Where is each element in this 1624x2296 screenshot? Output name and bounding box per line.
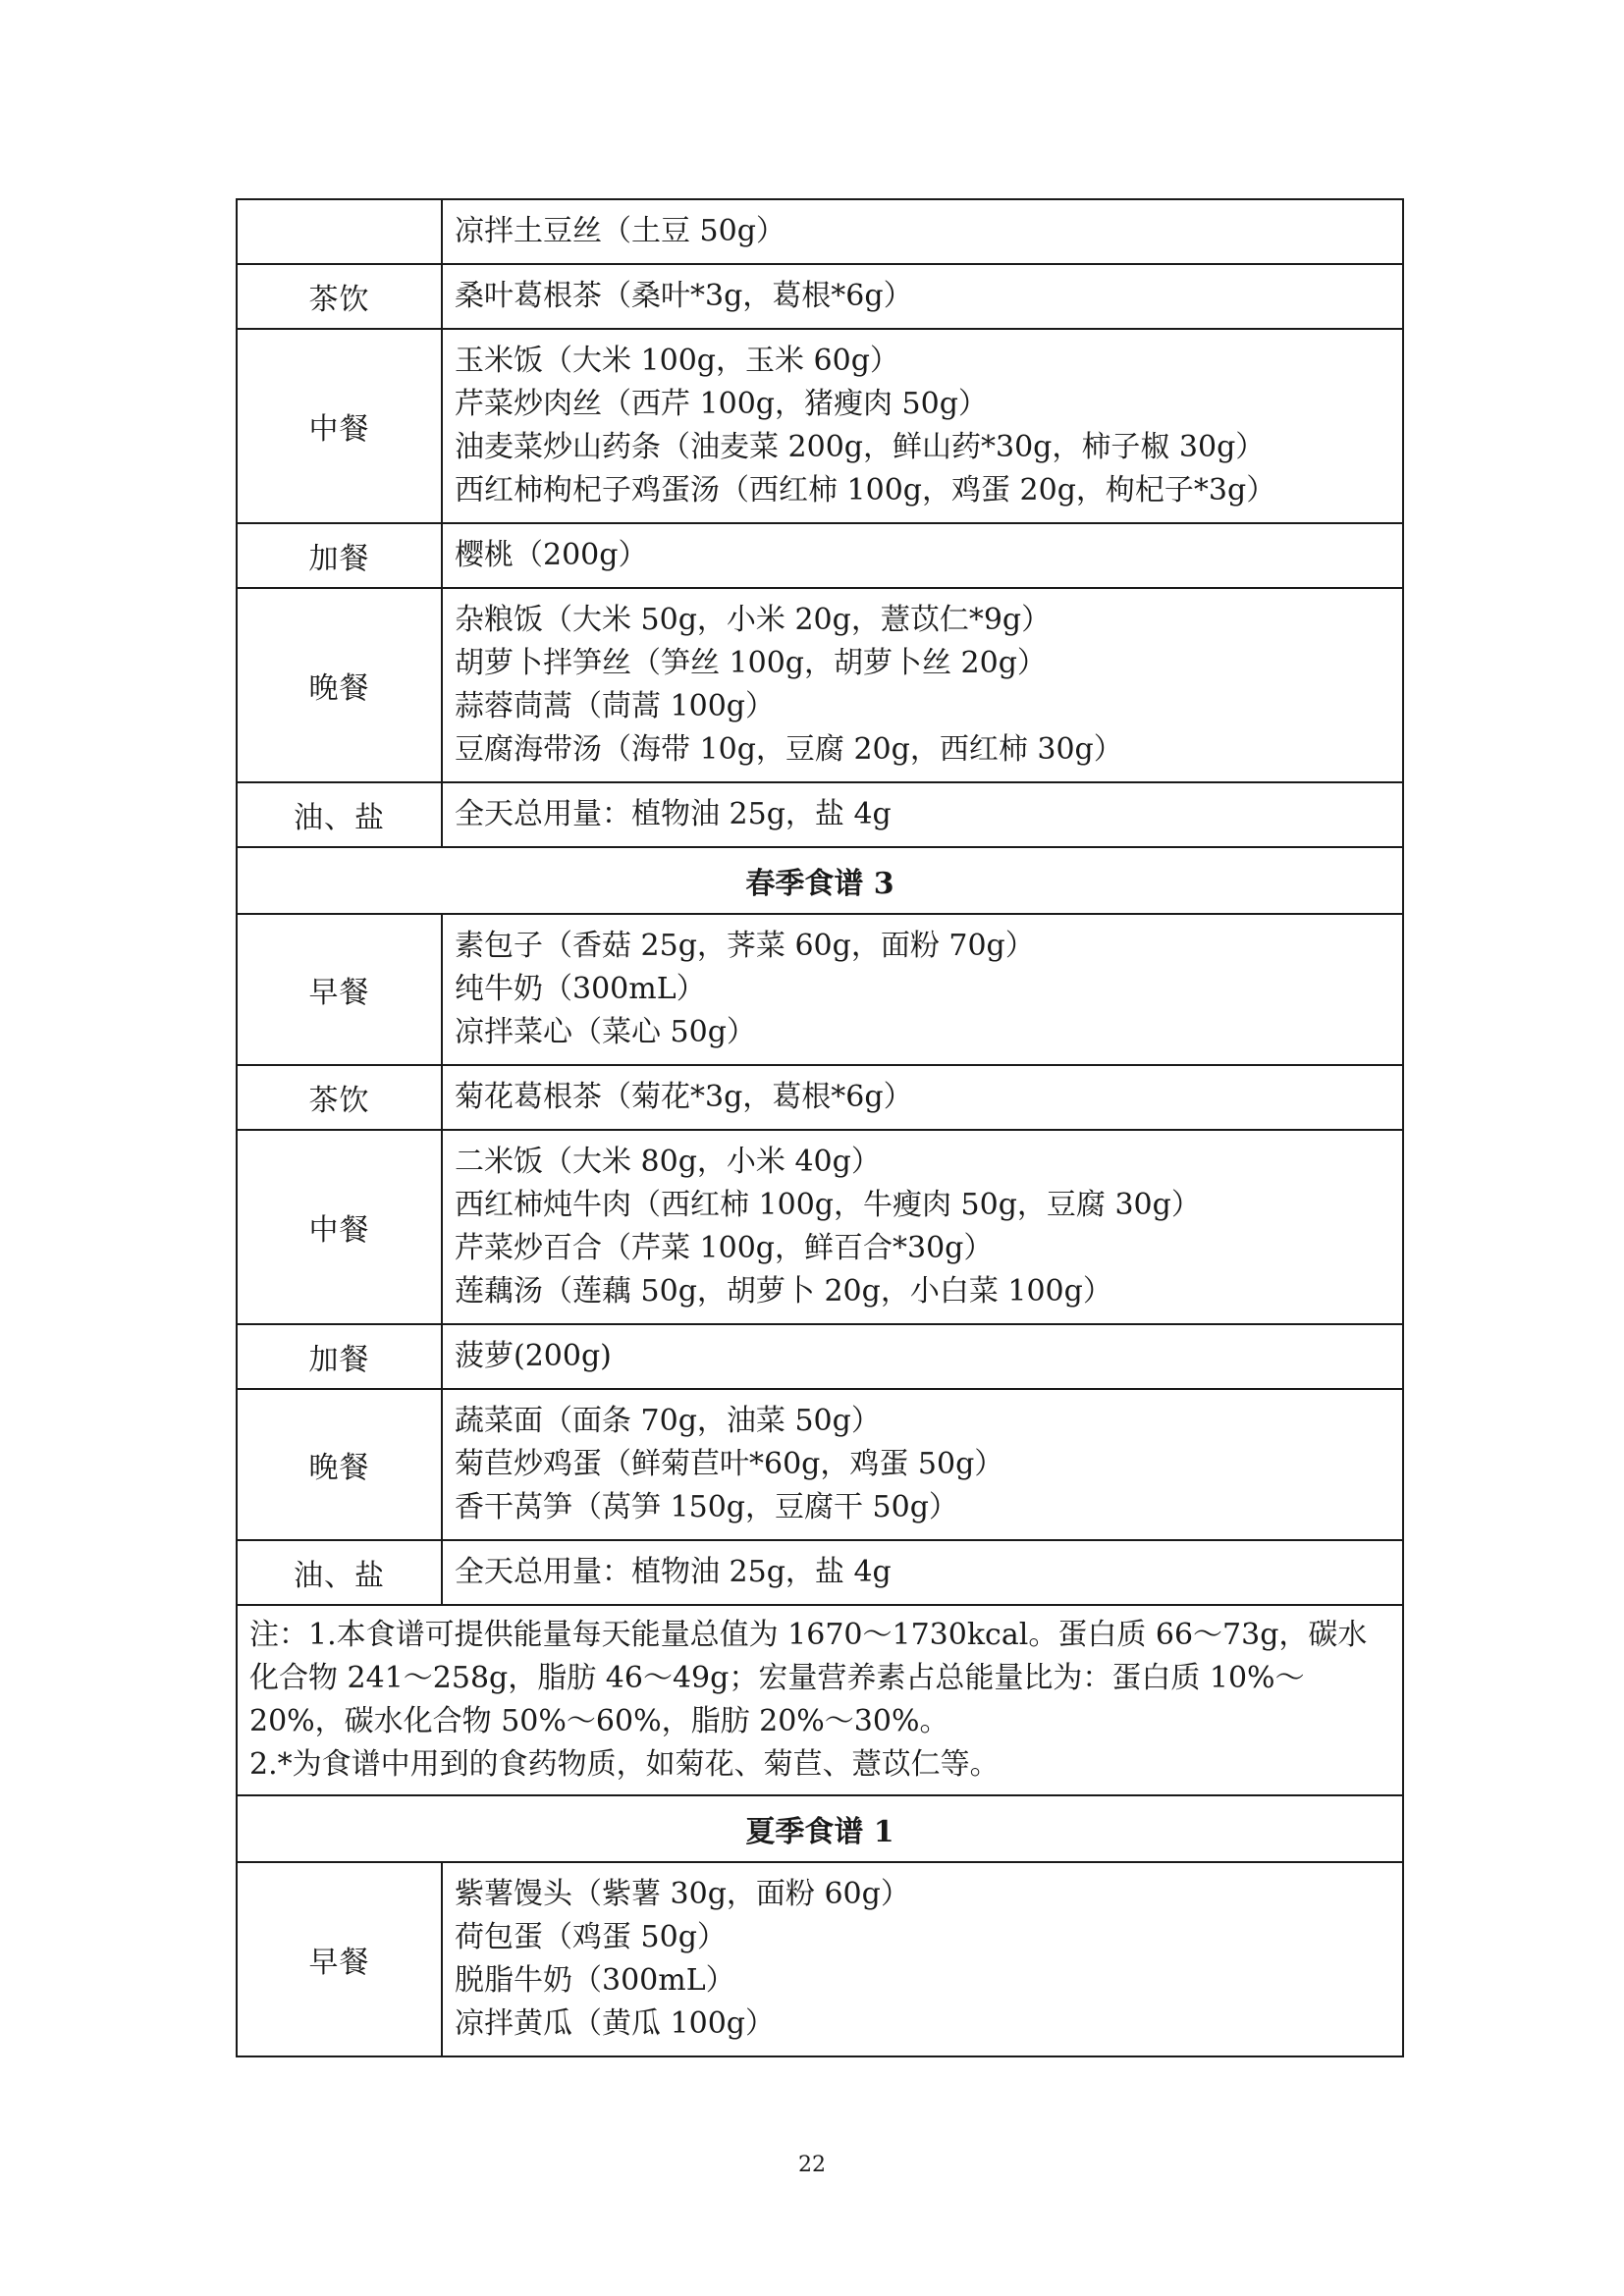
- menu-item: 纯牛奶（300mL）: [455, 972, 706, 1006]
- meal-items: [442, 588, 1403, 782]
- meal-label: 加餐: [237, 523, 442, 588]
- meal-label: 茶饮: [237, 1065, 442, 1130]
- meal-label: 早餐: [237, 914, 442, 1065]
- menu-item: 凉拌菜心（菜心 50g）: [455, 1015, 756, 1049]
- menu-item: 豆腐海带汤（海带 10g，豆腐 20g，西红柿 30g）: [455, 732, 1123, 767]
- meal-items: [442, 199, 1403, 264]
- menu-item: 菠萝(200g): [455, 1339, 612, 1373]
- notes: [237, 1605, 1403, 1795]
- page-number: 22: [798, 2153, 826, 2177]
- meal-items: [442, 1130, 1403, 1324]
- meal-label: 油、盐: [237, 782, 442, 847]
- menu-item: 凉拌黄瓜（黄瓜 100g）: [455, 2006, 776, 2041]
- section-title: 春季食谱 3: [237, 847, 1403, 914]
- menu-item: 杂粮饭（大米 50g，小米 20g，薏苡仁*9g）: [455, 603, 1052, 637]
- meal-items: [442, 1540, 1403, 1605]
- menu-item: 蒜蓉茼蒿（茼蒿 100g）: [455, 689, 776, 723]
- menu-item: 西红柿炖牛肉（西红柿 100g，牛瘦肉 50g，豆腐 30g）: [455, 1188, 1201, 1222]
- menu-item: 胡萝卜拌笋丝（笋丝 100g，胡萝卜丝 20g）: [455, 646, 1047, 680]
- meal-items: [442, 1065, 1403, 1130]
- meal-items: [442, 1389, 1403, 1540]
- menu-item: 桑叶葛根茶（桑叶*3g，葛根*6g）: [455, 279, 913, 313]
- menu-item: 荷包蛋（鸡蛋 50g）: [455, 1920, 727, 1954]
- menu-item: 西红柿枸杞子鸡蛋汤（西红柿 100g，鸡蛋 20g，枸杞子*3g）: [455, 473, 1276, 507]
- meal-label: 早餐: [237, 1862, 442, 2056]
- table-row: [237, 1065, 1403, 1130]
- table-row: [237, 264, 1403, 329]
- meal-label: 油、盐: [237, 1540, 442, 1605]
- meal-items: [442, 1862, 1403, 2056]
- table-row: [237, 914, 1403, 1065]
- meal-label: 晚餐: [237, 1389, 442, 1540]
- meal-items: [442, 1324, 1403, 1389]
- menu-item: 莲藕汤（莲藕 50g，胡萝卜 20g，小白菜 100g）: [455, 1274, 1112, 1308]
- notes-row: [237, 1605, 1403, 1795]
- table-row: [237, 1324, 1403, 1389]
- menu-item: 紫薯馒头（紫薯 30g，面粉 60g）: [455, 1877, 910, 1911]
- menu-item: 二米饭（大米 80g，小米 40g）: [455, 1145, 881, 1179]
- meal-label: 晚餐: [237, 588, 442, 782]
- table-row: [237, 782, 1403, 847]
- meal-items: [442, 914, 1403, 1065]
- section-header-row: [237, 847, 1403, 914]
- table-row: [237, 523, 1403, 588]
- menu-item: 油麦菜炒山药条（油麦菜 200g，鲜山药*30g，柿子椒 30g）: [455, 430, 1266, 464]
- menu-item: 凉拌土豆丝（土豆 50g）: [455, 214, 785, 248]
- table-row: [237, 588, 1403, 782]
- menu-item: 玉米饭（大米 100g，玉米 60g）: [455, 344, 899, 378]
- section-header-row: [237, 1795, 1403, 1862]
- menu-item: 素包子（香菇 25g，荠菜 60g，面粉 70g）: [455, 929, 1035, 963]
- menu-item: 香干莴笋（莴笋 150g，豆腐干 50g）: [455, 1490, 958, 1524]
- meal-items: [442, 264, 1403, 329]
- meal-label: 中餐: [237, 329, 442, 523]
- table-row: [237, 199, 1403, 264]
- meal-items: [442, 329, 1403, 523]
- table-row: [237, 1130, 1403, 1324]
- table-row: [237, 329, 1403, 523]
- menu-item: 樱桃（200g）: [455, 538, 648, 572]
- menu-item: 芹菜炒肉丝（西芹 100g，猪瘦肉 50g）: [455, 387, 988, 421]
- table-row: [237, 1540, 1403, 1605]
- menu-item: 芹菜炒百合（芹菜 100g，鲜百合*30g）: [455, 1231, 994, 1265]
- menu-item: 脱脂牛奶（300mL）: [455, 1963, 735, 1998]
- menu-item: 全天总用量：植物油 25g，盐 4g: [455, 797, 892, 831]
- menu-item: 菊花葛根茶（菊花*3g，葛根*6g）: [455, 1080, 913, 1114]
- section-title: 夏季食谱 1: [237, 1795, 1403, 1862]
- meal-items: [442, 523, 1403, 588]
- menu-table: [236, 198, 1404, 2057]
- menu-item: 蔬菜面（面条 70g，油菜 50g）: [455, 1404, 881, 1438]
- table-row: [237, 1389, 1403, 1540]
- menu-item: 菊苣炒鸡蛋（鲜菊苣叶*60g，鸡蛋 50g）: [455, 1447, 1004, 1481]
- note-line: 注：1.本食谱可提供能量每天能量总值为 1670～1730kcal。蛋白质 66～73g，碳水化合物 241～258g，脂肪 46～49g；宏量营养素占总能量比为：蛋白质 10%～20%，碳水化合物 50%～60%，脂肪 20%～30%。: [249, 1618, 1368, 1738]
- meal-label: [237, 199, 442, 264]
- meal-label: 加餐: [237, 1324, 442, 1389]
- meal-label: 茶饮: [237, 264, 442, 329]
- table-row: [237, 1862, 1403, 2056]
- meal-items: [442, 782, 1403, 847]
- meal-label: 中餐: [237, 1130, 442, 1324]
- menu-item: 全天总用量：植物油 25g，盐 4g: [455, 1555, 892, 1589]
- note-line: 2.*为食谱中用到的食药物质，如菊花、菊苣、薏苡仁等。: [249, 1747, 1000, 1782]
